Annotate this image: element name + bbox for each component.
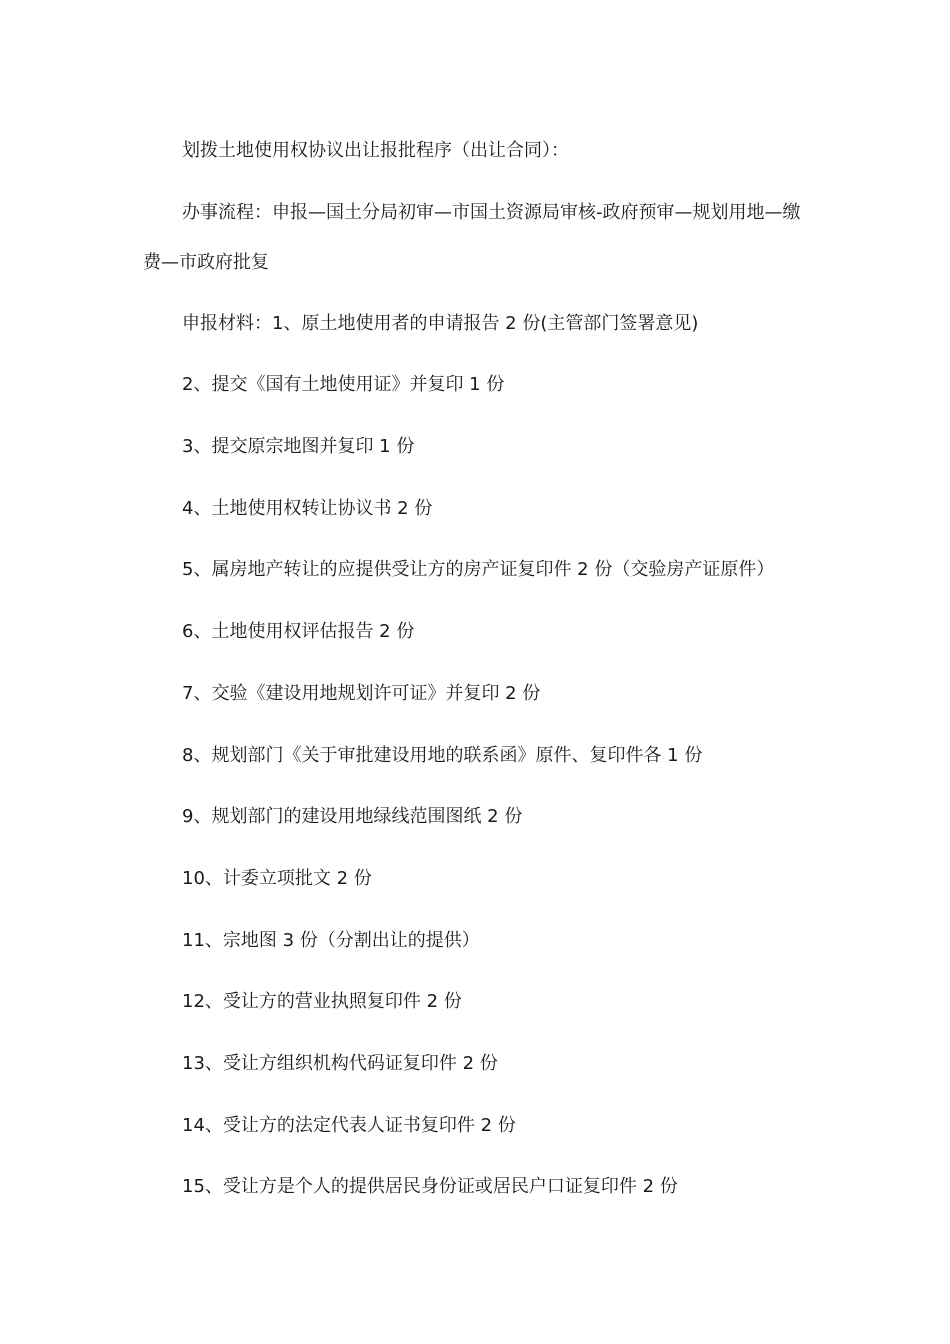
list-item: 5、属房地产转让的应提供受让方的房产证复印件 2 份（交验房产证原件）: [182, 559, 775, 580]
list-item: 6、土地使用权评估报告 2 份: [182, 621, 415, 642]
list-item: 8、规划部门《关于审批建设用地的联系函》原件、复印件各 1 份: [182, 745, 703, 766]
list-item: 11、宗地图 3 份（分割出让的提供）: [182, 930, 480, 951]
materials-intro: 申报材料：1、原土地使用者的申请报告 2 份(主管部门签署意见): [182, 313, 699, 334]
list-item: 15、受让方是个人的提供居民身份证或居民户口证复印件 2 份: [182, 1176, 678, 1197]
process-paragraph: 办事流程：申报—国土分局初审—市国土资源局审核-政府预审—规划用地—缴费—市政府批复: [143, 202, 801, 273]
list-item: 14、受让方的法定代表人证书复印件 2 份: [182, 1115, 516, 1136]
list-item: 3、提交原宗地图并复印 1 份: [182, 436, 415, 457]
list-item: 12、受让方的营业执照复印件 2 份: [182, 991, 462, 1012]
list-item: 13、受让方组织机构代码证复印件 2 份: [182, 1053, 498, 1074]
list-item: 2、提交《国有土地使用证》并复印 1 份: [182, 374, 505, 395]
document-title: 划拨土地使用权协议出让报批程序（出让合同）：: [182, 140, 569, 161]
list-item: 4、土地使用权转让协议书 2 份: [182, 498, 433, 519]
list-item: 7、交验《建设用地规划许可证》并复印 2 份: [182, 683, 541, 704]
list-item: 9、规划部门的建设用地绿线范围图纸 2 份: [182, 806, 523, 827]
list-item: 10、计委立项批文 2 份: [182, 868, 372, 889]
